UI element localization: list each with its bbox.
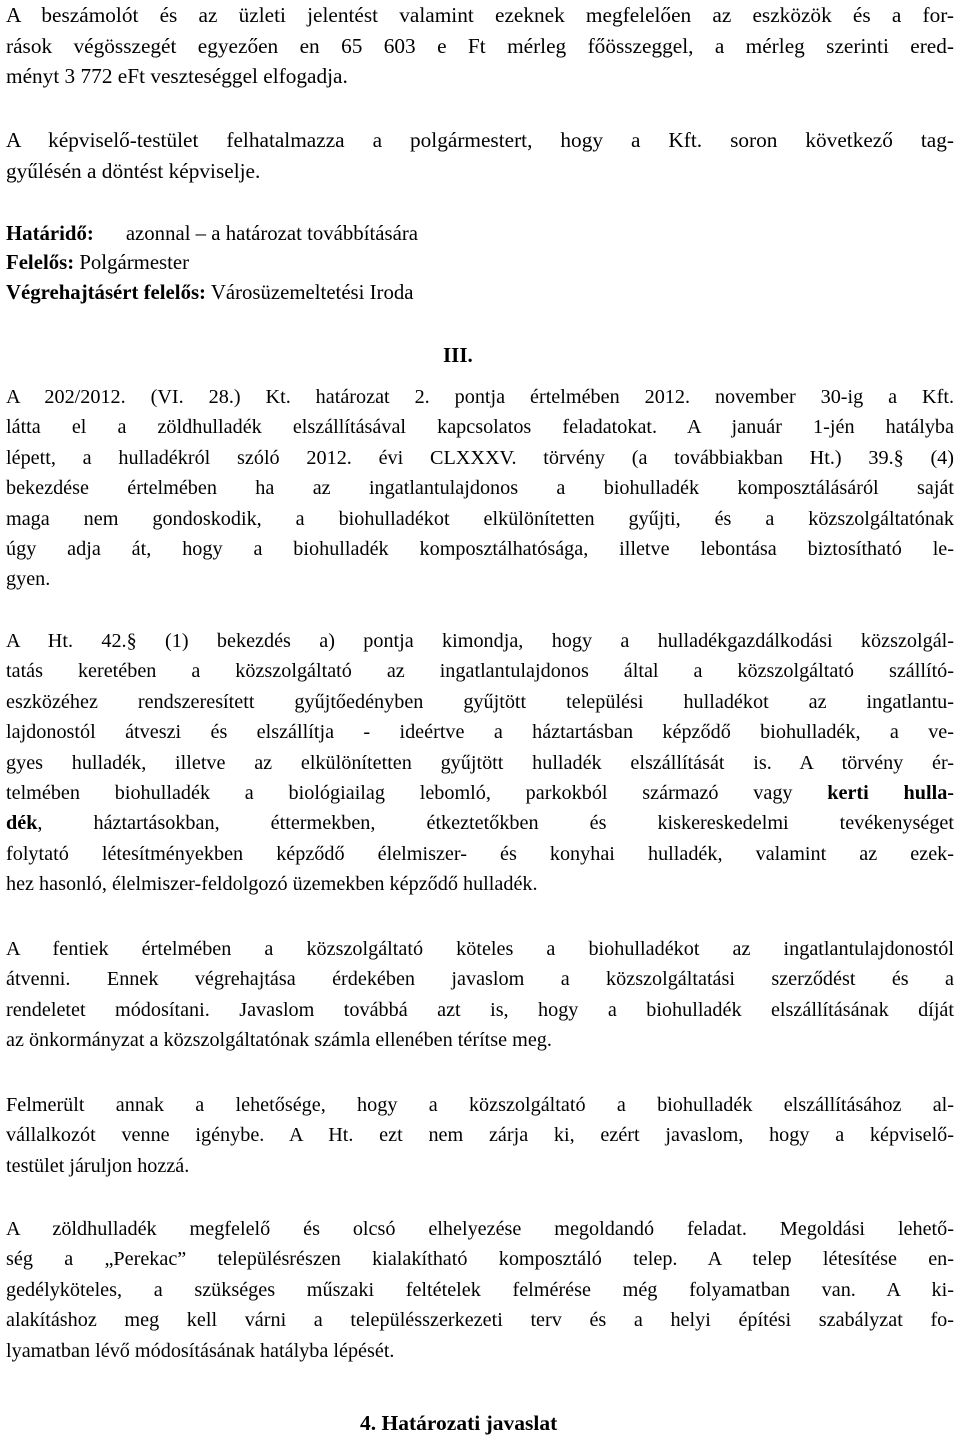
resolution-meta xyxy=(6,219,418,307)
text-line xyxy=(6,808,954,838)
text-line xyxy=(6,778,954,808)
text-line: átvenni. Ennek végrehajtása érdekében javaslom a közszolgáltatási szerződést és a xyxy=(6,968,954,991)
executor-value: Városüzemeltetési Iroda xyxy=(210,280,414,304)
text-line: vállalkozót venne igénybe. A Ht. ezt nem zárja ki, ezért javaslom, hogy a képviselő- xyxy=(6,1124,954,1147)
text-line: testület járuljon hozzá. xyxy=(6,1154,190,1177)
text-line: A beszámolót és az üzleti jelentést valamint ezeknek megfelelően az eszközök és a for- xyxy=(6,3,954,27)
bold-term-garden-waste-a: kerti hulla- xyxy=(827,782,955,805)
text-line: A képviselő-testület felhatalmazza a polgármestert, hogy a Kft. soron következő tag- xyxy=(6,128,954,152)
bold-term-garden-waste-b: dék xyxy=(6,812,38,835)
text-line: A fentiek értelmében a közszolgáltató köteles a biohulladékot az ingatlantulajdonostól xyxy=(6,938,954,960)
paragraph-balance-sheet xyxy=(6,0,954,92)
text-line: Felmerült annak a lehetősége, hogy a közszolgáltató a biohulladék elszállításához al- xyxy=(6,1094,954,1116)
responsible-label: Felelős: xyxy=(6,251,75,275)
text-line: maga nem gondoskodik, a biohulladékot elkülönítetten gyűjti, és a közszolgáltatónak xyxy=(6,507,954,530)
text-line: gyes hulladék, illetve az elkülönítetten gyűjtött hulladék elszállítását is. A törvény ér- xyxy=(6,751,954,774)
text-line: gyűlésén a döntést képviselje. xyxy=(6,158,261,183)
text-line: ség a „Perekac” településrészen kialakítható komposztáló telep. A telep létesítése en- xyxy=(6,1248,954,1271)
text-line: A zöldhulladék megfelelő és olcsó elhelyezése megoldandó feladat. Megoldási lehető- xyxy=(6,1218,954,1240)
text-line: hez hasonló, élelmiszer-feldolgozó üzemekben képződő hulladék. xyxy=(6,873,538,896)
text-line: az önkormányzat a közszolgáltatónak számla ellenében térítse meg. xyxy=(6,1029,552,1052)
text-line: tatás keretében a közszolgáltató az ingatlantulajdonos által a közszolgáltató szállító- xyxy=(6,660,954,683)
deadline-label: Határidő: xyxy=(6,222,94,245)
paragraph-green-waste-law xyxy=(6,382,954,595)
paragraph-subcontractor xyxy=(6,1090,954,1181)
text-line: ményt 3 772 eFt veszteséggel elfogadja. xyxy=(6,64,348,89)
text-line: gyen. xyxy=(6,568,51,591)
text-line: rások végösszegét egyezően en 65 603 e Ft mérleg főösszeggel, a mérleg szerinti ered- xyxy=(6,33,954,58)
text-line: gedélyköteles, a szükséges műszaki feltételek felmérése még folyamatban van. A ki- xyxy=(6,1278,954,1301)
deadline-line xyxy=(6,219,418,248)
paragraph-composting-site xyxy=(6,1214,954,1366)
deadline-value: azonnal – a határozat továbbítására xyxy=(125,222,418,245)
paragraph-ht-42 xyxy=(6,626,954,900)
executor-line xyxy=(6,278,418,307)
text-line: lépett, a hulladékról szóló 2012. évi CLXXXV. törvény (a továbbiakban Ht.) 39.§ (4) xyxy=(6,446,954,469)
responsible-line xyxy=(6,248,418,277)
text-line: úgy adja át, hogy a biohulladék komposztálhatósága, illetve lebontása biztosítható le- xyxy=(6,538,954,561)
section-heading-iii: III. xyxy=(443,343,473,367)
text-line: lyamatban lévő módosításának hatályba lépését. xyxy=(6,1339,395,1362)
text-segment: , háztartásokban, éttermekben, étkeztetőkben és kiskereskedelmi tevékenységet xyxy=(37,812,954,835)
paragraph-authorization xyxy=(6,125,954,186)
responsible-value: Polgármester xyxy=(79,251,190,275)
section-heading-resolution-proposal: 4. Határozati javaslat xyxy=(360,1411,558,1435)
text-segment: telmében biohulladék a biológiailag lebomló, parkokból származó vagy xyxy=(6,782,793,805)
text-line: A Ht. 42.§ (1) bekezdés a) pontja kimondja, hogy a hulladékgazdálkodási közszolgál- xyxy=(6,630,954,652)
executor-label: Végrehajtásért felelős: xyxy=(6,280,206,304)
text-line: rendeletet módosítani. Javaslom továbbá azt is, hogy a biohulladék elszállításának díját xyxy=(6,998,954,1021)
text-line: bekezdése értelmében ha az ingatlantulajdonos a biohulladék komposztálásáról saját xyxy=(6,477,954,500)
text-line: lajdonostól átveszi és elszállítja - ideértve a háztartásban képződő biohulladék, a ve- xyxy=(6,721,954,744)
text-line: A 202/2012. (VI. 28.) Kt. határozat 2. pontja értelmében 2012. november 30-ig a Kft. xyxy=(6,386,954,408)
text-line: látta el a zöldhulladék elszállításával kapcsolatos feladatokat. A január 1-jén hatályba xyxy=(6,416,954,439)
text-line: alakításhoz meg kell várni a településszerkezeti terv és a helyi építési szabályzat fo- xyxy=(6,1309,954,1332)
text-line: eszközéhez rendszeresített gyűjtőedényben gyűjtött települési hulladékot az ingatlantu- xyxy=(6,690,954,713)
paragraph-obligation xyxy=(6,934,954,1056)
text-line: folytató létesítményekben képződő élelmiszer- és konyhai hulladék, valamint az ezek- xyxy=(6,842,954,865)
